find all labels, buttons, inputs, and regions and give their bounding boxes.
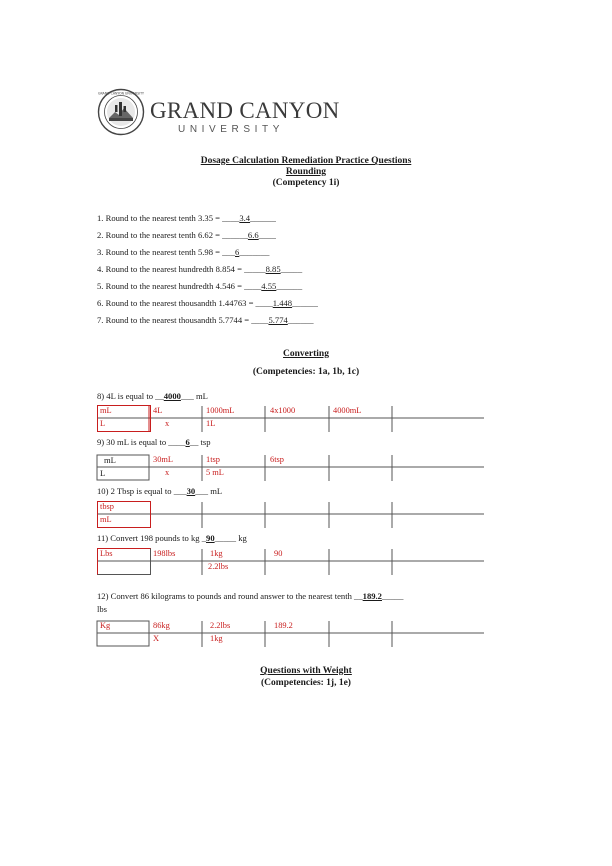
q12-cell: 1kg [210, 634, 223, 643]
question-12: 12) Convert 86 kilograms to pounds and round answer to the nearest tenth __189.2_____ [97, 591, 404, 601]
q12-cell: 2.2lbs [210, 621, 231, 630]
q8-cell: 4x1000 [270, 406, 296, 415]
q10-cell: tbsp [100, 502, 114, 511]
q12-cell: 189.2 [274, 621, 293, 630]
q9-cell: L [100, 468, 106, 478]
answer: 8.85 [265, 264, 281, 274]
seal-text: GRAND CANYON UNIVERSITY [98, 91, 144, 96]
q8-cell: 1L [206, 419, 216, 428]
q9-cell: 5 mL [206, 468, 224, 477]
question-9: 9) 30 mL is equal to ____6__ tsp [97, 437, 211, 447]
q9-cell: 30mL [153, 455, 174, 464]
answer: 189.2 [362, 591, 382, 601]
rounding-question-2: 2. Round to the nearest tenth 6.62 = ______6.6____ [97, 230, 276, 240]
rounding-question-3: 3. Round to the nearest tenth 5.98 = ___6_______ [97, 247, 270, 257]
q9-cell: 6tsp [270, 455, 284, 464]
rounding-question-6: 6. Round to the nearest thousandth 1.44763 = ____1.448______ [97, 298, 318, 308]
question-8: 8) 4L is equal to __4000___ mL [97, 391, 208, 401]
answer: 4000 [163, 391, 181, 401]
answer: 6.6 [247, 230, 259, 240]
answer: 30 [186, 486, 196, 496]
q8-cell: mL [100, 406, 112, 415]
q10-work-grid [96, 501, 486, 529]
q11-cell: 198lbs [153, 549, 176, 558]
rounding-heading: Rounding [285, 167, 327, 177]
question-11: 11) Convert 198 pounds to kg _90_____ kg [97, 533, 247, 543]
q8-cell: 4L [153, 406, 163, 415]
converting-competency: (Competencies: 1a, 1b, 1c) [252, 367, 360, 377]
page-title: Dosage Calculation Remediation Practice Questions [200, 156, 412, 166]
question-10: 10) 2 Tbsp is equal to ___30___ mL [97, 486, 223, 496]
q10-cell: mL [100, 515, 112, 524]
q12-cell: X [153, 634, 160, 643]
q11-cell: Lbs [100, 549, 113, 558]
answer: 4.55 [261, 281, 277, 291]
answer: 1.448 [272, 298, 293, 308]
q9-cell: mL [104, 455, 116, 465]
q8-cell: x [165, 419, 170, 428]
converting-heading: Converting [283, 349, 329, 359]
q9-cell: 1tsp [206, 455, 220, 464]
answer: 6 [235, 247, 240, 257]
answer: 90 [206, 533, 215, 543]
university-seal-logo [97, 88, 145, 136]
rounding-competency: (Competency 1i) [272, 178, 340, 188]
question-12-unit: lbs [97, 604, 108, 614]
q12-cell: 86kg [153, 621, 170, 630]
q8-cell: 4000mL [333, 406, 362, 415]
q11-cell: 2.2lbs [208, 562, 229, 571]
q9-cell: x [165, 468, 170, 477]
q11-cell: 90 [274, 549, 283, 558]
q12-cell: Kg [100, 621, 111, 630]
q8-cell: L [100, 419, 106, 428]
q8-cell: 1000mL [206, 406, 235, 415]
answer: 5.774 [268, 315, 288, 325]
answer: 6 [185, 437, 190, 447]
weight-heading: Questions with Weight [260, 666, 352, 676]
q11-cell: 1kg [210, 549, 223, 558]
rounding-question-4: 4. Round to the nearest hundredth 8.854 = _____8.85_____ [97, 264, 303, 274]
weight-competency: (Competencies: 1j, 1e) [261, 678, 351, 688]
logo-wordmark: GRAND CANYON [150, 98, 340, 123]
logo-subtitle: UNIVERSITY [178, 124, 285, 135]
rounding-question-5: 5. Round to the nearest hundredth 4.546 = ____4.55______ [97, 281, 303, 291]
answer: 3.4 [239, 213, 251, 223]
rounding-question-1: 1. Round to the nearest tenth 3.35 = ____3.4______ [97, 213, 276, 223]
rounding-question-7: 7. Round to the nearest thousandth 5.7744 = ____5.774______ [97, 315, 314, 325]
